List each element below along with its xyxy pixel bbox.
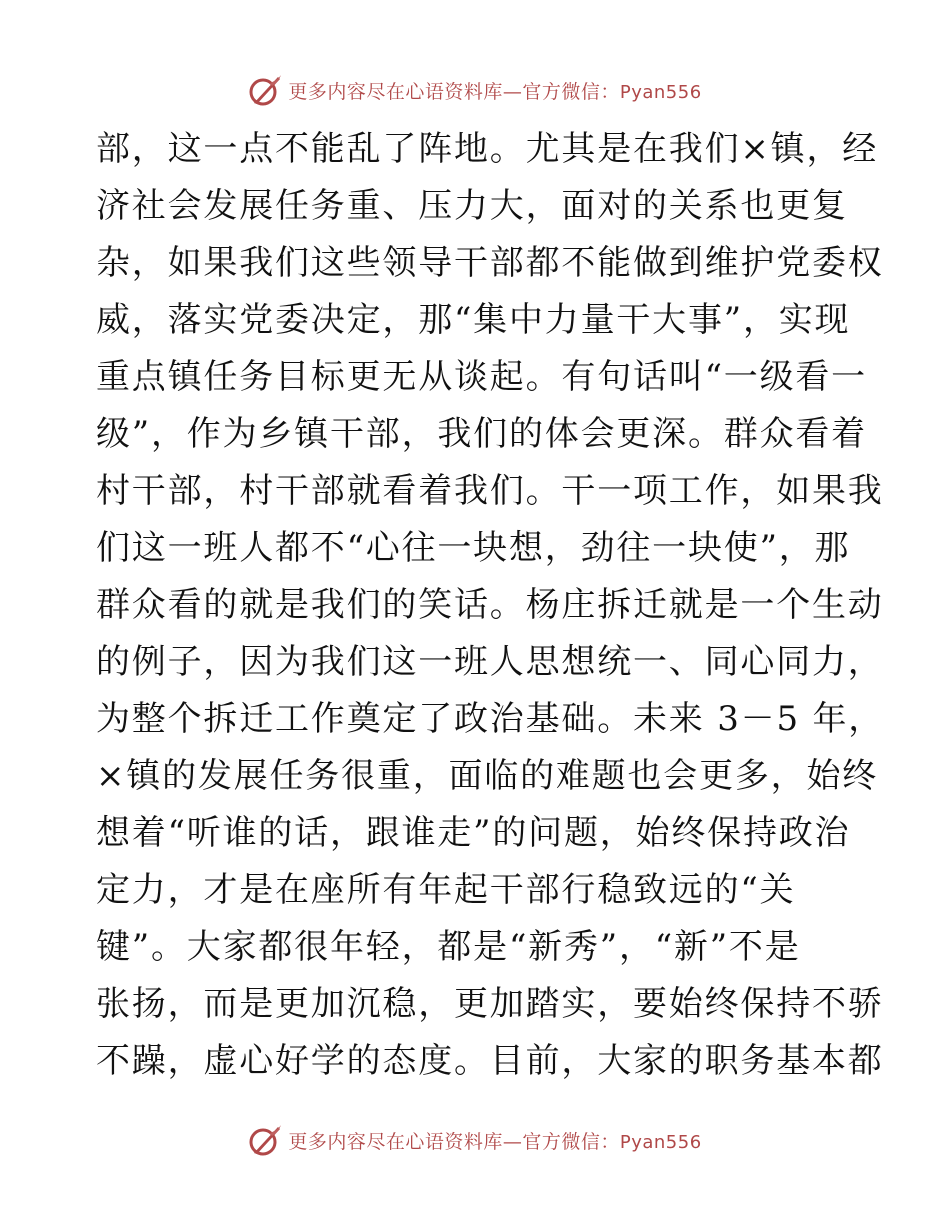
watermark-contact: Pyan556 (619, 81, 702, 103)
body-line: ×镇的发展任务很重，面临的难题也会更多，始终 (96, 756, 879, 796)
body-line: 级”，作为乡镇干部，我们的体会更深。群众看着 (96, 414, 867, 454)
body-line: 群众看的就是我们的笑话。杨庄拆迁就是一个生动 (96, 585, 884, 625)
body-line: 村干部，村干部就看着我们。干一项工作，如果我 (96, 471, 884, 511)
body-line: 不躁，虚心好学的态度。目前，大家的职务基本都 (96, 1041, 884, 1081)
quill-pen-logo-icon (248, 73, 282, 107)
body-line: 键”。大家都很年轻，都是“新秀”，“新”不是 (96, 927, 801, 967)
body-line: 为整个拆迁工作奠定了政治基础。未来 3－5 年， (96, 699, 885, 739)
watermark-text (288, 1127, 701, 1154)
body-line: 定力，才是在座所有年起干部行稳致远的“关 (96, 870, 796, 910)
body-line: 杂，如果我们这些领导干部都不能做到维护党委权 (96, 243, 884, 283)
document-body (96, 121, 885, 1090)
watermark-text (288, 77, 701, 104)
body-line: 重点镇任务目标更无从谈起。有句话叫“一级看一 (96, 357, 867, 397)
watermark-contact: Pyan556 (619, 1131, 702, 1153)
body-line: 张扬，而是更加沉稳，更加踏实，要始终保持不骄 (96, 984, 884, 1024)
watermark-slogan: 更多内容尽在心语资料库—官方微信： (288, 1130, 620, 1153)
footer-watermark (0, 1120, 950, 1160)
body-line: 威，落实党委决定，那“集中力量干大事”，实现 (96, 300, 851, 340)
body-line: 的例子，因为我们这一班人思想统一、同心同力， (96, 642, 884, 682)
body-line: 们这一班人都不“心往一块想，劲往一块使”，那 (96, 528, 851, 568)
watermark-slogan: 更多内容尽在心语资料库—官方微信： (288, 80, 620, 103)
quill-pen-logo-icon (248, 1123, 282, 1157)
body-line: 济社会发展任务重、压力大，面对的关系也更复 (96, 186, 848, 226)
body-line: 想着“听谁的话，跟谁走”的问题，始终保持政治 (96, 813, 851, 853)
body-line: 部，这一点不能乱了阵地。尤其是在我们×镇，经 (96, 129, 879, 169)
header-watermark (0, 70, 950, 110)
